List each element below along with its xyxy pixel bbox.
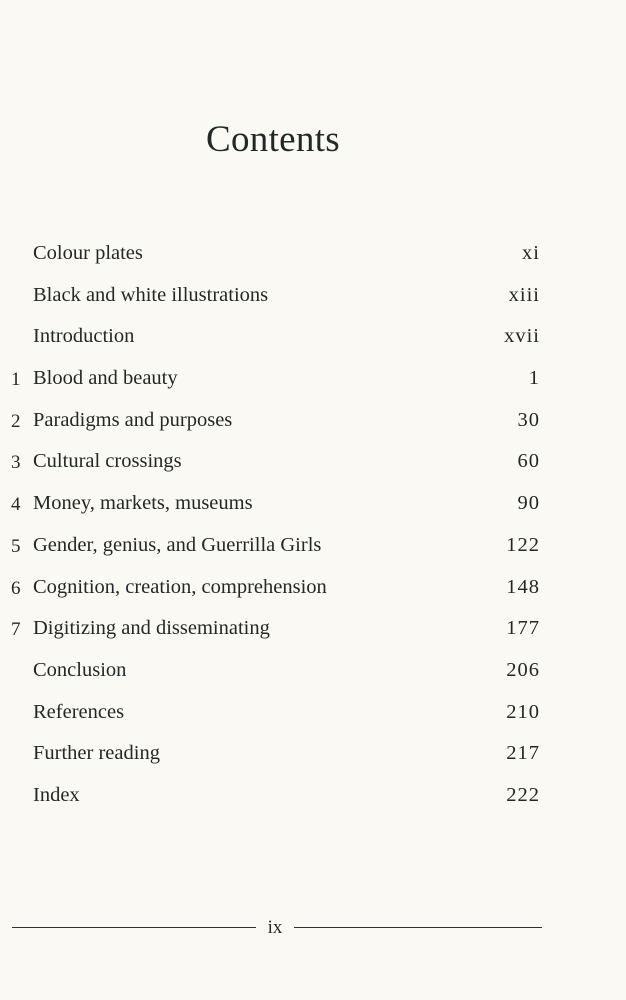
entry-title: Index bbox=[33, 783, 80, 806]
entry-page-number: 222 bbox=[506, 783, 540, 806]
toc-entry bbox=[0, 736, 626, 778]
entry-title: Black and white illustrations bbox=[33, 283, 269, 306]
entry-page-number: 30 bbox=[517, 408, 540, 431]
entry-title: Digitizing and disseminating bbox=[33, 617, 270, 640]
toc-entry bbox=[0, 778, 626, 820]
entry-page-number: 177 bbox=[506, 617, 540, 640]
toc-entry bbox=[0, 278, 626, 320]
toc-entry bbox=[0, 444, 626, 486]
footer-rule-left bbox=[12, 927, 256, 928]
chapter-number: 4 bbox=[11, 494, 21, 516]
entry-page-number: 148 bbox=[506, 575, 540, 598]
chapter-number: 1 bbox=[11, 369, 21, 391]
entry-page-number: xiii bbox=[508, 283, 540, 306]
entry-page-number: 210 bbox=[506, 700, 540, 723]
entry-title: Blood and beauty bbox=[33, 367, 178, 390]
entry-page-number: 217 bbox=[506, 742, 540, 765]
page-footer bbox=[12, 918, 542, 940]
entry-page-number: xi bbox=[522, 242, 540, 264]
toc-entry bbox=[0, 570, 626, 612]
chapter-number: 5 bbox=[11, 535, 21, 557]
toc-entry bbox=[0, 236, 626, 278]
entry-page-number: 90 bbox=[517, 492, 540, 515]
toc-entry bbox=[0, 695, 626, 737]
entry-title: References bbox=[33, 700, 125, 723]
toc-entry bbox=[0, 319, 626, 361]
entry-page-number: 206 bbox=[506, 658, 540, 681]
toc-entry bbox=[0, 653, 626, 695]
chapter-number: 6 bbox=[11, 577, 21, 599]
entry-page-number: 122 bbox=[506, 533, 540, 556]
entry-page-number: 1 bbox=[528, 367, 540, 390]
toc-entry bbox=[0, 486, 626, 528]
entry-title: Gender, genius, and Guerrilla Girls bbox=[33, 533, 322, 556]
page-title: Contents bbox=[206, 119, 340, 160]
chapter-number: 3 bbox=[11, 452, 21, 474]
toc-entry bbox=[0, 361, 626, 403]
entry-title: Conclusion bbox=[33, 658, 127, 681]
entry-page-number: xvii bbox=[504, 325, 540, 348]
entry-title: Cognition, creation, comprehension bbox=[33, 575, 327, 598]
folio-page-number: ix bbox=[267, 917, 283, 938]
entry-title: Money, markets, museums bbox=[33, 492, 253, 515]
entry-title: Colour plates bbox=[33, 242, 143, 264]
footer-rule-right bbox=[294, 927, 542, 928]
chapter-number: 2 bbox=[11, 410, 21, 432]
table-of-contents bbox=[0, 236, 626, 820]
entry-title: Cultural crossings bbox=[33, 450, 182, 473]
toc-entry bbox=[0, 403, 626, 445]
entry-page-number: 60 bbox=[517, 450, 540, 473]
toc-entry bbox=[0, 611, 626, 653]
entry-title: Further reading bbox=[33, 742, 160, 765]
entry-title: Paradigms and purposes bbox=[33, 408, 233, 431]
chapter-number: 7 bbox=[11, 619, 21, 641]
toc-entry bbox=[0, 528, 626, 570]
entry-title: Introduction bbox=[33, 325, 135, 348]
